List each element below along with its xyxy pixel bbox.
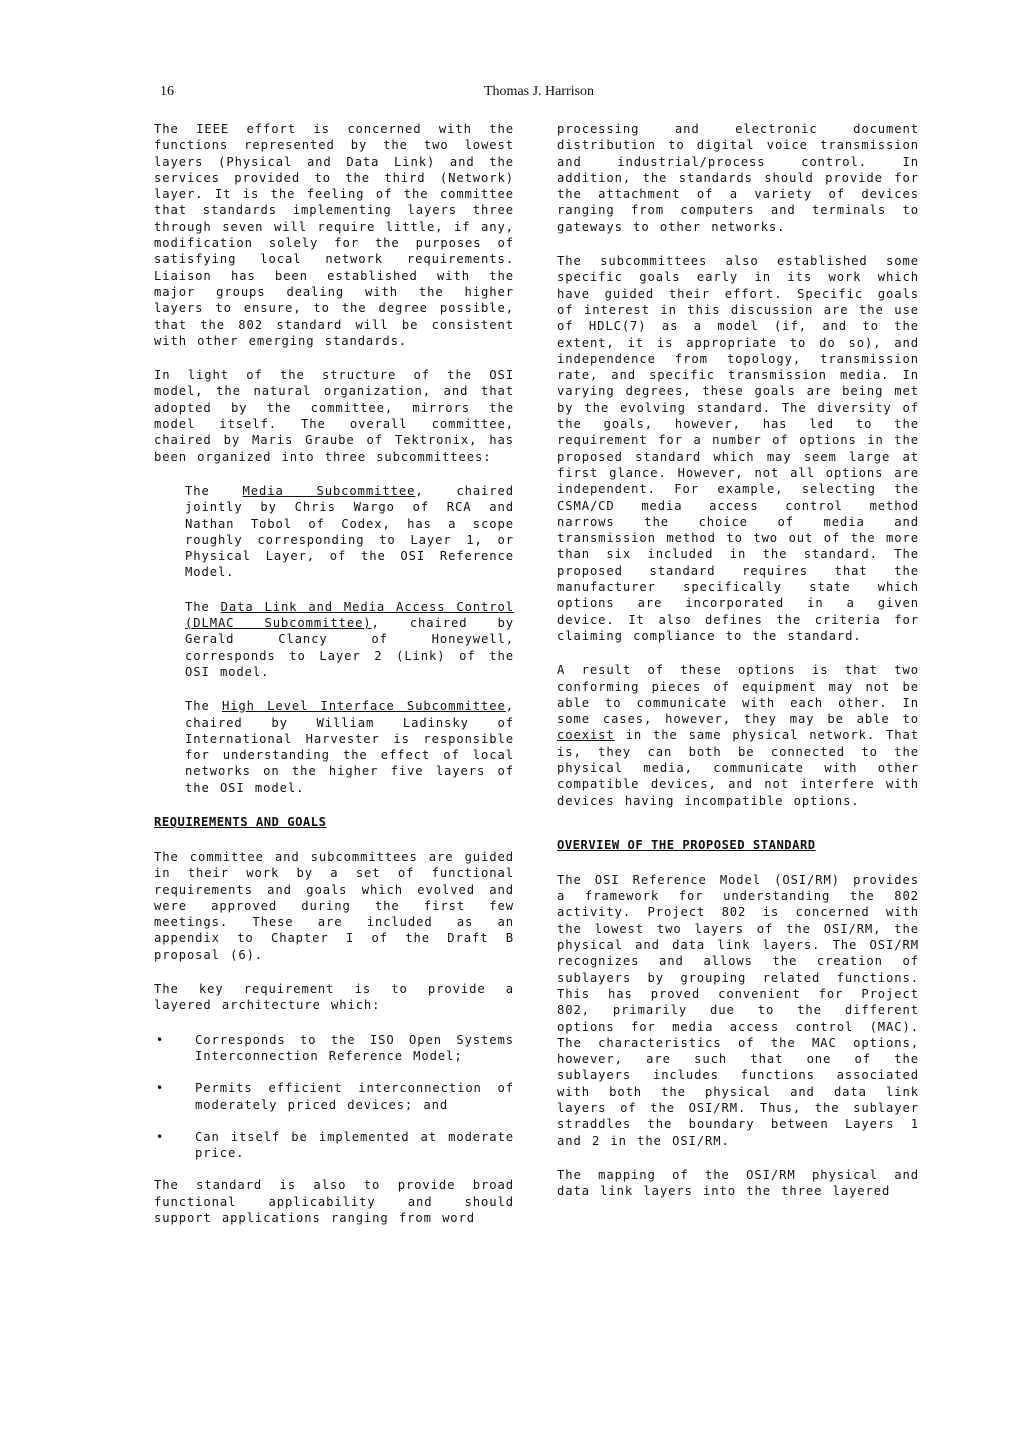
left-column <box>154 121 514 1244</box>
paragraph-osi-rm: The OSI Reference Model (OSI/RM) provides a framework for understanding the 802 activity. Project 802 is concerned with the lowest two layers of the OSI/RM, the physical and data link layers. The OSI/RM recognizes and allows the creation of sublayers by grouping related functions. This has proved convenient for Project 802, primarily due to the different options for media access control (MAC). The characteristics of the MAC options, however, are such that one of the sublayers includes functions associated with both the physical and data link layers of the OSI/RM. Thus, the sublayer straddles the boundary between Layers 1 and 2 in the OSI/RM. <box>557 872 919 1148</box>
running-head-author: Thomas J. Harrison <box>484 84 595 99</box>
paragraph-options-result <box>557 662 919 809</box>
paragraph-applicability: The standard is also to provide broad functional applicability and should support applications ranging from word <box>154 1178 514 1226</box>
paragraph-committee-organization: In light of the structure of the OSI model, the natural organization, and that adopted by the committee, mirrors the model itself. The overall committee, chaired by Maris Graube of Tektronix, has been organized into three subcommittees: <box>154 368 514 464</box>
list-item-text: Permits efficient interconnection of moderately priced devices; and <box>195 1081 514 1112</box>
subcommittee-dlmac-text: , chaired by Gerald Clancy of Honeywell, corresponds to Layer 2 (Link) of the OSI model. <box>185 616 514 679</box>
subcommittee-dlmac-paragraph <box>185 599 514 680</box>
subcommittee-hli-name: High Level Interface Subcommittee <box>221 699 506 714</box>
requirements-list <box>154 1032 514 1162</box>
subcommittee-dlmac-prefix: The <box>185 599 221 614</box>
list-item-text: Corresponds to the ISO Open Systems Interconnection Reference Model; <box>195 1032 514 1063</box>
paragraph-mapping: The mapping of the OSI/RM physical and data link layers into the three layered <box>557 1167 919 1199</box>
right-column <box>557 121 919 1218</box>
subcommittee-hli-prefix: The <box>185 699 222 714</box>
paragraph-applications: processing and electronic document distribution to digital voice transmission and industrial/process control. In addition, the standards should provide for the attachment of a variety of devices ranging from computers and terminals to gateways to other networks. <box>557 122 919 234</box>
subcommittee-media-name: Media Subcommittee <box>242 483 416 498</box>
list-item <box>154 1129 514 1162</box>
options-text-after: in the same physical network. That is, they can both be connected to the physical media, communicate with other compatible devices, and not interfere with devices having incompatible options. <box>557 728 919 808</box>
coexist-emphasis: coexist <box>557 728 615 743</box>
section-heading-requirements: REQUIREMENTS AND GOALS <box>154 814 327 829</box>
bullet-icon: • <box>156 1032 164 1047</box>
options-text-before: A result of these options is that two conforming pieces of equipment may not be able to communicate with each other. In some cases, however, they may be able to <box>557 663 919 727</box>
list-item <box>154 1032 514 1065</box>
subcommittee-media-paragraph <box>185 483 514 581</box>
paragraph-key-requirement: The key requirement is to provide a layered architecture which: <box>154 982 514 1013</box>
list-item-text: Can itself be implemented at moderate price. <box>195 1129 514 1161</box>
subcommittee-hli-text: , chaired by William Ladinsky of International Harvester is responsible for understanding the effect of local networks on the higher five layers of the OSI model. <box>185 699 515 795</box>
running-header <box>0 84 1024 104</box>
subcommittee-dlmac-name: Data Link and Media Access Control (DLMAC Subcommittee) <box>185 599 515 631</box>
list-item <box>154 1080 514 1113</box>
subcommittee-media-prefix: The <box>185 483 243 498</box>
section-heading-overview: OVERVIEW OF THE PROPOSED STANDARD <box>557 837 816 852</box>
page-number: 16 <box>160 84 174 99</box>
paragraph-goals: The subcommittees also established some specific goals early in its work which have guided their effort. Specific goals of interest in this discussion are the use of HDLC(7) as a model (if, and to the extent, it is appropriate to do so), and independence from topology, transmission rate, and specific transmission media. In varying degrees, these goals are being met by the evolving standard. The diversity of the goals, however, has led to the requirement for a number of options in the proposed standard which may seem large at first glance. However, not all options are independent. For example, selecting the CSMA/CD media access control method narrows the choice of media and transmission method to two out of the more than six included in the standard. The proposed standard requires that the manufacturer specifically state which options are incorporated in a given device. It also defines the criteria for claiming compliance to the standard. <box>557 254 919 643</box>
subcommittee-hli-paragraph <box>185 698 514 796</box>
bullet-icon: • <box>156 1129 164 1144</box>
paragraph-ieee-effort: The IEEE effort is concerned with the functions represented by the two lowest layers (Physical and Data Link) and the services provided to the third (Network) layer. It is the feeling of the committee that standards implementing layers three through seven will require little, if any, modification solely for the purposes of satisfying local network requirements. Liaison has been established with the major groups dealing with the higher layers to ensure, to the degree possible, that the 802 standard will be consistent with other emerging standards. <box>154 122 514 348</box>
bullet-icon: • <box>156 1081 164 1096</box>
subcommittee-media-text: , chaired jointly by Chris Wargo of RCA and Nathan Tobol of Codex, has a scope roughly corresponding to Layer 1, or Physical Layer, of the OSI Reference Model. <box>185 483 515 580</box>
paragraph-requirements: The committee and subcommittees are guided in their work by a set of functional requirements and goals which evolved and were approved during the first few meetings. These are included as an appendix to Chapter I of the Draft B proposal (6). <box>154 849 514 962</box>
